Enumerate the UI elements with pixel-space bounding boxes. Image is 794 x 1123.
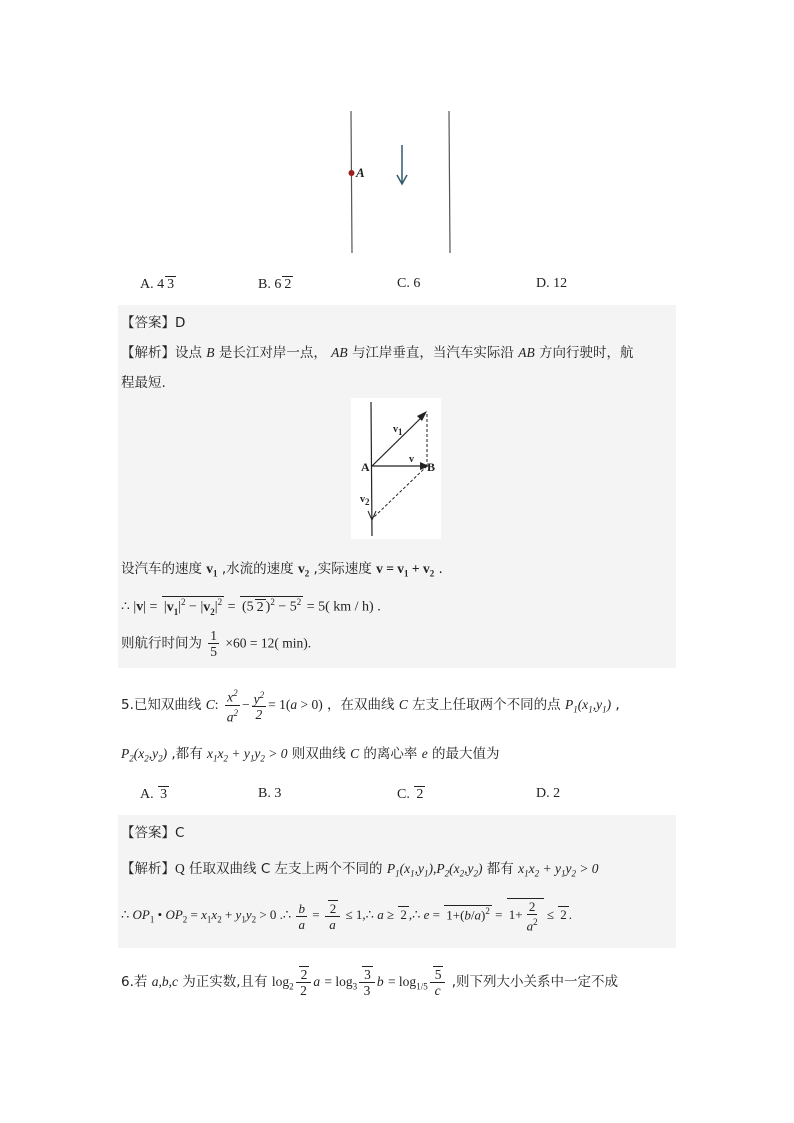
text: 的离心率	[363, 746, 418, 762]
q5-stem-line2: $P_2(x_2,y_2)$ ,都有 $x_1x_2 + y_1y_2 > 0$ 则双曲线 C 的离心率 e 的最大值为	[121, 746, 500, 764]
fraction: $\frac{1}{5}$	[210, 628, 218, 659]
text: 设汽车的速度	[121, 561, 202, 577]
fraction: $\frac{x^2}{a^2}$	[226, 688, 239, 724]
q5-analysis-line1: 【解析】Q 任取双曲线 C 左支上两个不同的 $P_1(x_1,y_1),P_2(x_2,y_2)$ 都有 $x_1x_2 + y_1y_2 > 0$	[121, 861, 599, 879]
q4-analysis-line1	[121, 341, 634, 361]
v2-label: $v_2$	[360, 494, 370, 507]
option-text: B. 3	[258, 786, 282, 801]
q5-answer: 【答案】C	[121, 825, 185, 841]
analysis-tag: 【解析】	[121, 861, 175, 877]
q4-analysis-line5	[121, 628, 311, 659]
q4-option-b[interactable]	[258, 276, 293, 293]
text: 设点	[175, 345, 202, 361]
point-a-label: A	[356, 165, 365, 180]
text: 方向行驶时，航	[539, 345, 634, 361]
q4-analysis-line2: 程最短.	[121, 375, 166, 391]
text: 则航行时间为	[121, 635, 202, 652]
option-text: D. 2	[536, 786, 561, 801]
radical: 3	[167, 277, 175, 292]
text: ,实际速度	[313, 561, 372, 577]
point-b-label: B	[427, 460, 436, 474]
q5-stem-line1: 5.已知双曲线 C: $\frac{x^2}{a^2}$ − $\frac{y^2}{2}$ = 1(a > 0) ，在双曲线 C 左支上任取两个不同的点 $P_1(x_1,y_1)$ ,	[121, 688, 620, 724]
var-ab: AB	[518, 345, 535, 360]
q5-analysis-line2: ∴ $OP_1$ • $OP_2 = x_1x_2 + y_1y_2 > 0$ .∴ $\frac{b}{a}$ = $\frac{2}{a}$ ≤ 1,∴ a ≥ 2 ,∴ $e = 1+(b/a)^2 = 1+$ $\frac{2}{a^2}$ ≤ 2 .	[121, 899, 572, 934]
q6-stem-line1: 6.若 a,b,c 为正实数,且有 $\log_2$ $\frac{2}{2}$ $a = \log_3$ $\frac{3}{3}$ $b = \log_{1/5}$ $\frac{5}{c}$ ,则下列大小关系中一定不成	[121, 967, 619, 998]
radical: 2	[284, 277, 292, 292]
v1-label: $v_1$	[393, 424, 403, 437]
radical: 3	[160, 787, 168, 802]
q4-option-a[interactable]	[140, 276, 176, 293]
option-text: A.	[140, 787, 154, 802]
q5-option-a[interactable]	[140, 786, 169, 803]
option-text: C. 6	[397, 276, 421, 291]
var-c: C	[398, 697, 408, 712]
text: 是长江对岸一点，	[218, 345, 327, 361]
q5-option-b[interactable]	[258, 786, 281, 802]
text: ,则下列大小关系中一定不成	[451, 974, 619, 990]
text: 为正实数,且有	[182, 974, 268, 990]
option-text: D. 12	[536, 276, 568, 291]
text: ×60 = 12( min).	[225, 635, 312, 651]
text: ，在双曲线	[327, 697, 395, 713]
fraction: $\frac{y^2}{2}$	[253, 689, 265, 723]
option-text: B. 6	[258, 277, 282, 292]
text: ,都有	[171, 746, 203, 762]
q5-option-c[interactable]	[397, 786, 425, 803]
var-ab: AB	[331, 345, 348, 360]
v-label: v	[409, 454, 414, 465]
var-c: C	[350, 746, 360, 761]
river-figure	[330, 105, 470, 257]
text: 与江岸垂直，当汽车实际沿	[351, 345, 514, 361]
text: 左支上任取两个不同的点	[412, 697, 561, 713]
q4-analysis-line4: ∴ $|v| = |v_1|^2 - |v_2|^2 = (5$ 2 )$^2 - 5^2 = 5$( km / h) .	[121, 597, 381, 617]
text: 任取双曲线 C 左支上两个不同的	[189, 861, 383, 877]
option-text: A. 4	[140, 277, 165, 292]
text: ,水流的速度	[221, 561, 294, 577]
q4-option-d[interactable]	[536, 276, 567, 292]
q4-option-c[interactable]	[397, 276, 420, 292]
q4-answer: 【答案】D	[121, 315, 186, 331]
vars: a,b,c	[151, 974, 178, 989]
var-b: B	[206, 345, 215, 360]
option-text: C.	[397, 787, 410, 802]
analysis-tag: 【解析】	[121, 345, 175, 361]
text: 的最大值为	[432, 746, 500, 762]
text: 5.已知双曲线	[121, 697, 202, 713]
point-a-label: A	[361, 460, 370, 474]
q4-analysis-line3: 设汽车的速度 $v_1$ ,水流的速度 $v_2$ ,实际速度 $v = v_1 + v_2$ .	[121, 561, 443, 579]
text: 则双曲线	[291, 746, 346, 762]
result-text: = 5( km / h) .	[306, 599, 381, 615]
text: 都有	[486, 861, 514, 877]
q5-option-d[interactable]	[536, 786, 560, 802]
var-e: e	[421, 746, 428, 761]
radical: 2	[416, 787, 424, 802]
text: 6.若	[121, 974, 148, 990]
